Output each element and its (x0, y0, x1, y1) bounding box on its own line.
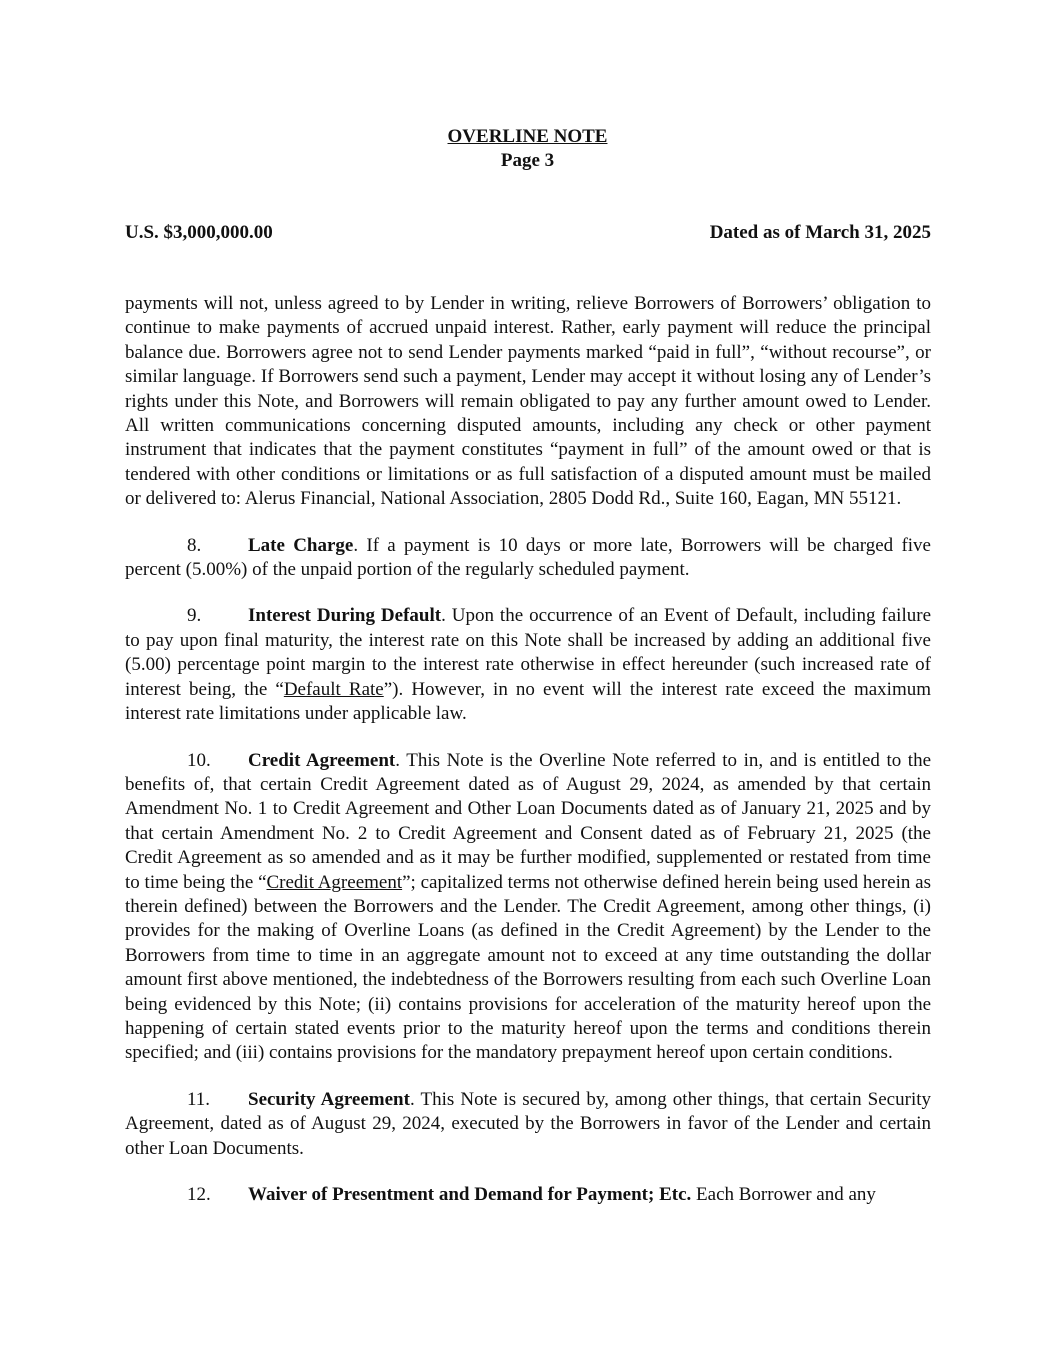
defined-term: Credit Agreement (266, 871, 403, 893)
section-heading: Security Agreement (248, 1088, 410, 1110)
note-amount: U.S. $3,000,000.00 (125, 222, 273, 243)
section-text: . Upon the occurrence of an Event of Default, including failure to pay upon final maturity, the interest rate on this Note shall be increased by adding an additional five (5.00) percentage point margin to the interest rate otherwise in effect hereunder (such increased rate of interest being, the “ (125, 605, 931, 700)
document-title: OVERLINE NOTE (447, 126, 608, 147)
section-11 (125, 1088, 931, 1161)
section-number: 9. (187, 605, 202, 627)
section-8 (125, 534, 931, 583)
note-date: Dated as of March 31, 2025 (709, 222, 931, 243)
section-12 (125, 1183, 931, 1207)
section-number: 12. (187, 1184, 211, 1205)
section-text: . If a payment is 10 days or more late, Borrowers will be charged five percent (5.00%) of the unpaid portion of the regularly scheduled payment. (125, 534, 931, 581)
section-heading: Credit Agreement (248, 749, 396, 771)
section-heading: Waiver of Presentment and Demand for Payment; Etc. (248, 1184, 692, 1205)
section-text: . This Note is secured by, among other things, that certain Security Agreement, dated as of August 29, 2024, executed by the Borrowers in favor of the Lender and certain other Loan Documents. (125, 1088, 932, 1159)
page-label: Page 3 (500, 150, 555, 171)
section-10 (125, 749, 931, 1066)
section-number: 8. (187, 534, 202, 556)
section-text: . This Note is the Overline Note referred to in, and is entitled to the benefits of, that certain Credit Agreement dated as of August 29, 2024, as amended by that certain Amendment No. 1 to Credit Agreement and Other Loan Documents dated as of January 21, 2025 and by that certain Amendment No. 2 to Credit Agreement and Consent dated as of February 21, 2025 (the Credit Agreement as so amended and as it may be further modified, supplemented or restated from time to time being the “ (125, 749, 931, 893)
section-9 (125, 604, 931, 726)
intro-paragraph: payments will not, unless agreed to by Lender in writing, relieve Borrowers of Borrowers’ obligation to continue to make payments of accrued unpaid interest. Rather, early payment will reduce the principal balance due. Borrowers agree not to send Lender payments marked “paid in full”, “without recourse”, or similar language. If Borrowers send such a payment, Lender may accept it without losing any of Lender’s rights under this Note, and Borrowers will remain obligated to pay any further amount owed to Lender. All written communications concerning disputed amounts, including any check or other payment instrument that indicates that the payment constitutes “payment in full” of the amount owed or that is tendered with other conditions or limitations or as full satisfaction of a disputed amount must be mailed or delivered to: Alerus Financial, National Association, 2805 Dodd Rd., Suite 160, Eagan, MN 55121. (125, 293, 931, 510)
section-heading: Late Charge (248, 534, 354, 556)
section-text: ”; capitalized terms not otherwise defined herein being used herein as therein defined) between the Borrowers and the Lender. The Credit Agreement, among other things, (i) provides for the making of Overline Loans (as defined in the Credit Agreement) by the Lender to the Borrowers from time to time in an aggregate amount not to exceed at any time outstanding the dollar amount first above mentioned, the indebtedness of the Borrowers resulting from each such Overline Loan being evidenced by this Note; (ii) contains provisions for acceleration of the maturity hereof upon the happening of certain stated events prior to the maturity hereof upon the terms and conditions therein specified; and (iii) contains provisions for the mandatory prepayment hereof upon certain conditions. (125, 871, 931, 1064)
section-text: ”). However, in no event will the interest rate exceed the maximum interest rate limitations under applicable law. (125, 678, 932, 725)
document-title-block (0, 125, 1055, 173)
section-heading: Interest During Default (248, 605, 442, 627)
section-number: 11. (187, 1088, 211, 1110)
section-text: Each Borrower and any (691, 1184, 876, 1205)
defined-term: Default Rate (283, 678, 384, 700)
note-header (125, 221, 931, 245)
document-body (125, 292, 931, 1229)
section-number: 10. (187, 749, 211, 771)
